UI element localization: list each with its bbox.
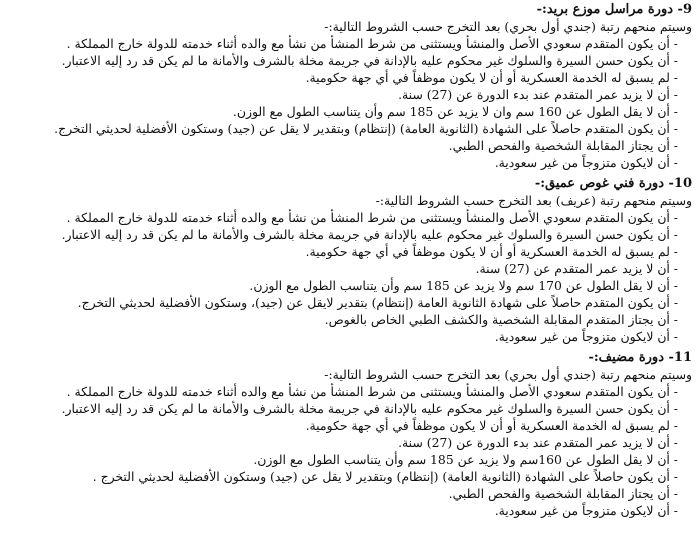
condition-item: - أن لا يزيد عمر المتقدم عند بدء الدورة عن (27) سنة.	[398, 87, 678, 102]
condition-item: - أن يكون حسن السيرة والسلوك غير محكوم عليه بالإدانة في جريمة مخلة بالشرف والأمانة ما لم يكن قد رد إليه الاعتبار.	[61, 53, 678, 68]
section-intro: وسيتم منحهم رتبة (جندي أول بحري) بعد التخرج حسب الشروط التالية:-	[324, 19, 692, 34]
condition-item: - لم يسبق له الخدمة العسكرية أو أن لا يكون موظفاً في أي جهة حكومية.	[305, 418, 678, 433]
condition-item: - أن لا يزيد عمر المتقدم عند بدء الدورة عن (27) سنة.	[398, 435, 678, 450]
condition-item: - أن يكون حسن السيرة والسلوك غير محكوم عليه بالإدانة في جريمة مخلة بالشرف والأمانة ما لم يكن قد رد إليه الاعتبار.	[61, 401, 678, 416]
condition-item: - أن لا يقل الطول عن 170 سم ولا يزيد عن 185 سم وأن يتناسب الطول مع الوزن.	[249, 278, 678, 293]
condition-item: - أن يجتاز المقابلة الشخصية والفحص الطبي.	[448, 486, 678, 501]
condition-item: - أن يكون المتقدم حاصلاً على شهادة الثانوية العامة (إنتظام) بتقدير لايقل عن (جيد)، وستكون الأفضلية لحديثي التخرج.	[77, 295, 678, 310]
condition-item: - أن لا يقل الطول عن 160سم ولا يزيد عن 185 سم وأن يتناسب الطول مع الوزن.	[253, 452, 678, 467]
condition-item: - أن يكون المتقدم سعودي الأصل والمنشأ ويستثنى من شرط المنشأ من نشأ مع والده أثناء خدمته للدولة خارج المملكة .	[66, 384, 678, 399]
section-heading: 10- دورة فني غوص عميق:-	[534, 176, 692, 191]
course-section-10	[4, 175, 692, 345]
condition-item: - أن يجتاز المتقدم المقابلة الشخصية والكشف الطبي الخاص بالغوص.	[324, 312, 678, 327]
condition-item: - أن يكون المتقدم سعودي الأصل والمنشأ ويستثنى من شرط المنشأ من نشأ مع والده أثناء خدمته للدولة خارج المملكة .	[66, 210, 678, 225]
section-intro: وسيتم منحهم رتبة (عريف) بعد التخرج حسب الشروط التالية:-	[375, 193, 692, 208]
section-heading: 11- دورة مضيف:-	[588, 350, 692, 365]
condition-item: - أن يجتاز المقابلة الشخصية والفحص الطبي.	[448, 138, 678, 153]
condition-item: - أن لا يزيد عمر المتقدم عن (27) سنة.	[475, 261, 678, 276]
condition-item: - لم يسبق له الخدمة العسكرية أو أن لا يكون موظفاً في أي جهة حكومية.	[305, 244, 678, 259]
condition-item: - لم يسبق له الخدمة العسكرية أو أن لا يكون موظفاً في أي جهة حكومية.	[305, 70, 678, 85]
condition-item: - أن لايكون متزوجاً من غير سعودية.	[494, 503, 678, 518]
condition-item: - أن لايكون متزوجاً من غير سعودية.	[494, 329, 678, 344]
section-heading: 9- دورة مراسل موزع بريد:-	[536, 2, 692, 17]
condition-item: - أن لا يقل الطول عن 160 سم وان لا يزيد عن 185 سم وأن يتناسب الطول مع الوزن.	[232, 104, 678, 119]
section-intro: وسيتم منحهم رتبة (جندي أول بحري) بعد التخرج حسب الشروط التالية:-	[324, 367, 692, 382]
condition-item: - أن يكون المتقدم حاصلاً على الشهادة (الثانوية العامة) (إنتظام) وبتقدير لا يقل عن (جيد) وستكون الأفضلية لحديثي التخرج.	[54, 121, 678, 136]
condition-item: - أن يكون حاصلاً على الشهادة (الثانوية العامة) (إنتظام) وبتقدير لا يقل عن (جيد) وستكون الأفضلية لحديثي التخرج .	[92, 469, 678, 484]
condition-item: - أن يكون المتقدم سعودي الأصل والمنشأ ويستثنى من شرط المنشأ من نشأ مع والده أثناء خدمته للدولة خارج المملكة .	[66, 36, 678, 51]
condition-item: - أن يكون حسن السيرة والسلوك غير محكوم عليه بالإدانة في جريمة مخلة بالشرف والأمانة ما لم يكن قد رد إليه الاعتبار.	[61, 227, 678, 242]
course-section-11	[4, 349, 692, 519]
condition-item: - أن لايكون متزوجاً من غير سعودية.	[494, 155, 678, 170]
course-section-9	[4, 1, 692, 171]
